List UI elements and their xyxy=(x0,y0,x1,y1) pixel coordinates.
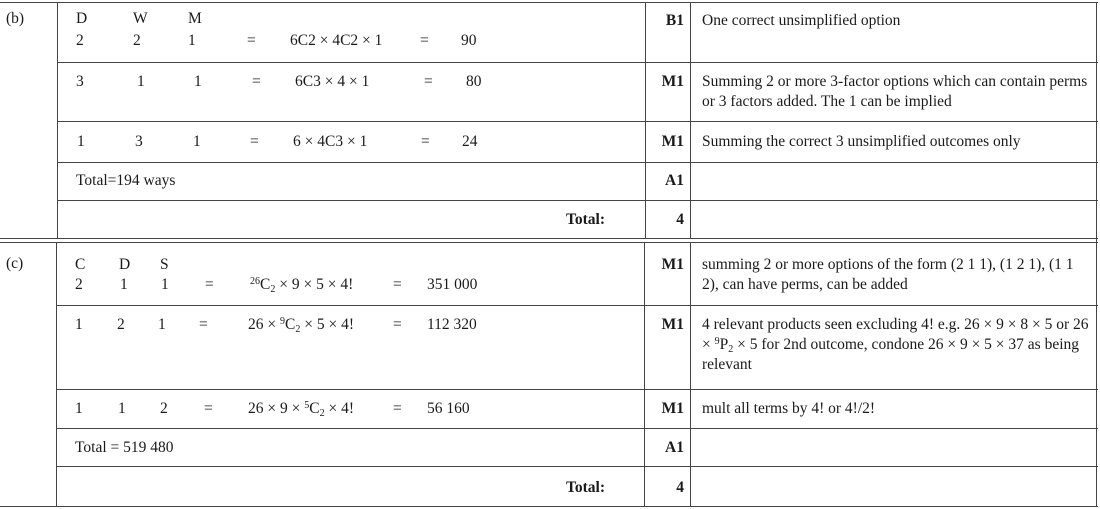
result: 112 320 xyxy=(427,316,477,333)
result: 80 xyxy=(466,73,482,90)
row-divider xyxy=(57,62,1098,63)
total-label: Total: xyxy=(565,211,605,228)
value-s: 2 xyxy=(160,400,168,417)
row-divider xyxy=(57,121,1098,122)
superscript: 9 xyxy=(280,316,285,327)
expr-base: C xyxy=(260,276,271,293)
mark-code: A1 xyxy=(665,439,684,456)
superscript: 5 xyxy=(304,400,310,411)
equals-sign: = xyxy=(252,73,261,90)
total-marks: 4 xyxy=(676,479,684,496)
value-s: 1 xyxy=(161,276,169,293)
equals-sign: = xyxy=(393,400,402,417)
header-d: D xyxy=(76,10,88,27)
header-c: C xyxy=(75,256,86,273)
value-m: 1 xyxy=(193,133,201,150)
col-divider-mark xyxy=(644,242,645,506)
result: 56 160 xyxy=(427,400,470,417)
value-c: 1 xyxy=(75,400,83,417)
subscript: 2 xyxy=(728,344,734,355)
equals-sign: = xyxy=(205,276,214,293)
equals-sign: = xyxy=(204,400,213,417)
row-divider xyxy=(57,466,1098,467)
subscript: 2 xyxy=(295,324,301,335)
value-d: 2 xyxy=(117,316,125,333)
value-s: 1 xyxy=(158,316,166,333)
row-divider xyxy=(57,389,1098,390)
superscript: 26 xyxy=(250,276,260,287)
value-d: 1 xyxy=(77,133,85,150)
mark-code: M1 xyxy=(661,73,684,90)
col-divider-note xyxy=(690,2,691,238)
total-ways-line: Total = 519 480 xyxy=(75,439,174,456)
result: 24 xyxy=(462,133,478,150)
value-w: 3 xyxy=(135,133,143,150)
guidance-note xyxy=(702,315,1092,375)
expr-rest: × 5 × 4! xyxy=(304,316,354,333)
header-s: S xyxy=(160,256,169,273)
part-label-b: (b) xyxy=(6,10,25,27)
expr-rest: × 4! xyxy=(328,400,354,417)
value-m: 1 xyxy=(188,32,196,49)
guidance-note: summing 2 or more options of the form (2 1 1), (1 2 1), (1 1 2), can have perms, can be added xyxy=(702,256,1074,293)
equals-sign: = xyxy=(393,276,402,293)
section-divider-top xyxy=(0,238,1098,239)
note-base: P xyxy=(719,336,729,353)
expression: 6C3 × 4 × 1 xyxy=(295,73,370,90)
mark-code: M1 xyxy=(661,133,684,150)
equals-sign: = xyxy=(393,316,402,333)
expr-base: C xyxy=(309,400,320,417)
guidance-note: Summing the correct 3 unsimplified outcomes only xyxy=(702,133,1021,150)
value-c: 2 xyxy=(75,276,83,293)
header-w: W xyxy=(133,10,148,27)
expression: 6 × 4C3 × 1 xyxy=(293,133,368,150)
expression xyxy=(248,316,354,334)
row-divider xyxy=(57,162,1098,163)
subscript: 2 xyxy=(319,408,325,419)
value-m: 1 xyxy=(194,73,202,90)
result: 90 xyxy=(461,32,477,49)
value-d: 1 xyxy=(120,276,128,293)
value-c: 1 xyxy=(75,316,83,333)
guidance-note: mult all terms by 4! or 4!/2! xyxy=(702,400,876,417)
guidance-note: One correct unsimplified option xyxy=(702,12,901,29)
total-marks: 4 xyxy=(676,211,684,228)
value-w: 1 xyxy=(137,73,145,90)
col-divider-mark xyxy=(645,2,646,238)
value-d: 3 xyxy=(76,73,84,90)
table-top-border xyxy=(0,2,1098,3)
total-label: Total: xyxy=(565,479,605,496)
mark-code: M1 xyxy=(661,256,684,273)
equals-sign: = xyxy=(199,316,208,333)
part-label-c: (c) xyxy=(6,255,24,272)
expression: 6C2 × 4C2 × 1 xyxy=(290,32,383,49)
subscript: 2 xyxy=(270,284,276,295)
col-divider-part xyxy=(57,2,58,238)
equals-sign: = xyxy=(250,133,259,150)
table-bottom-border xyxy=(0,506,1098,507)
row-divider xyxy=(57,200,1098,201)
expression xyxy=(248,400,354,418)
guidance-note: Summing 2 or more 3-factor options which can contain perms or 3 factors added. The 1 can be implied xyxy=(702,73,1088,110)
note-text: × 5 for 2nd outcome, condone 26 × 9 × 5 × 37 as being relevant xyxy=(702,336,1080,373)
expr-lead: 26 × 9 × xyxy=(248,400,305,417)
value-w: 2 xyxy=(133,32,141,49)
row-divider xyxy=(57,305,1098,306)
mark-code: B1 xyxy=(665,12,684,29)
row-divider xyxy=(57,428,1098,429)
equals-sign: = xyxy=(424,73,433,90)
col-divider-note xyxy=(690,242,691,506)
equals-sign: = xyxy=(247,32,256,49)
total-ways-line: Total=194 ways xyxy=(76,172,176,189)
col-divider-part xyxy=(56,242,57,506)
section-divider-bottom xyxy=(0,242,1098,243)
mark-code: M1 xyxy=(661,316,684,333)
table-right-border xyxy=(1096,2,1097,506)
expression xyxy=(250,276,353,294)
superscript: 9 xyxy=(714,336,720,347)
header-m: M xyxy=(188,10,202,27)
expr-lead: 26 × xyxy=(248,316,280,333)
mark-code: M1 xyxy=(661,400,684,417)
expr-rest: × 9 × 5 × 4! xyxy=(279,276,354,293)
mark-code: A1 xyxy=(665,172,684,189)
header-d: D xyxy=(119,256,131,273)
note-text: 4 relevant products seen excluding 4! e.g. 26 × 9 × 8 × 5 or 26 × xyxy=(702,316,1089,353)
result: 351 000 xyxy=(427,276,478,293)
value-d: 2 xyxy=(76,32,84,49)
expr-base: C xyxy=(285,316,296,333)
equals-sign: = xyxy=(421,133,430,150)
equals-sign: = xyxy=(420,32,429,49)
value-d: 1 xyxy=(118,400,126,417)
